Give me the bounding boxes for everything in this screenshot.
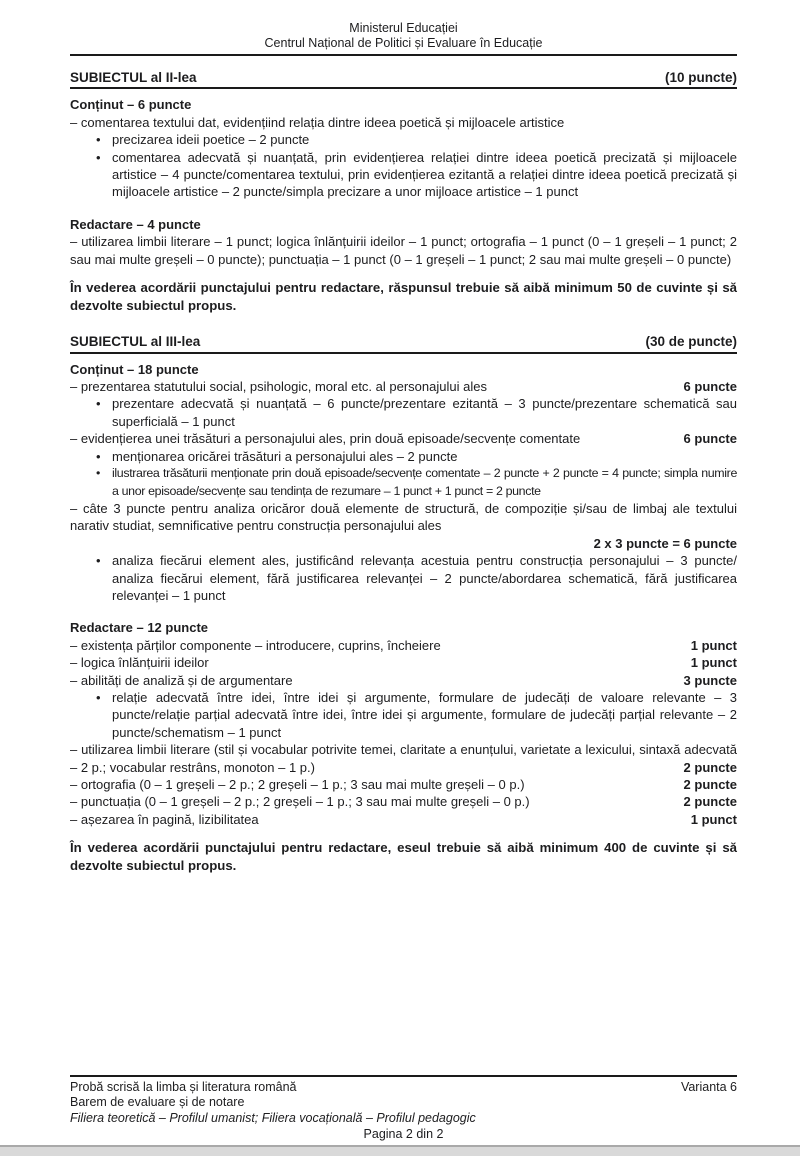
s3-redactare-row-1-text: – existența părților componente – introducere, cuprins, încheiere bbox=[70, 637, 441, 653]
s3-bullet-5: • relație adecvată între idei, între idei și argumente, formulare de judecăți de valoare relevante – 3 puncte/relație parțial adecvată între idei, între idei și argumente, formulare de judecăți parțial relevante – 2 puncte/schematism – 1 punct bbox=[70, 689, 737, 741]
footer-barem-label: Barem de evaluare și de notare bbox=[70, 1095, 245, 1110]
s3-redactare-row-7-text: – așezarea în pagină, lizibilitatea bbox=[70, 811, 259, 827]
s3-redactare-row-5 bbox=[70, 776, 737, 793]
s3-bullet-3: • ilustrarea trăsăturii menționate prin două episoade/secvențe comentate – 2 puncte + 2 puncte = 4 puncte; simpla numire a unor episoade/secvențe sau tendința de rezumare – 1 punct + 1 punct = 2 puncte bbox=[70, 465, 737, 500]
document-header bbox=[70, 0, 737, 51]
s2-dash-item: – comentarea textului dat, evidențiind relația dintre ideea poetică și mijloacele artistice bbox=[70, 114, 565, 130]
s2-bullet-1: • precizarea ideii poetice – 2 puncte bbox=[70, 131, 737, 148]
s2-bullet-2: • comentarea adecvată și nuanțată, prin evidențierea relației dintre ideea poetică precizată și mijloacele artistice – 4 puncte/comentarea textului, prin evidențierea ezitantă a relației dintre ideea poetică precizată și mijloacele artistice – 2 puncte/simpla precizare a unor mijloace artistice – 1 punct bbox=[70, 149, 737, 201]
s3-redactare-row-3-text: – abilități de analiză și de argumentare bbox=[70, 672, 293, 688]
s3-content-heading: Conținut – 18 puncte bbox=[70, 361, 199, 377]
s2-content-heading: Conținut – 6 puncte bbox=[70, 97, 192, 113]
s3-redactare-row-2 bbox=[70, 654, 737, 671]
s3-redactare-row-5-points: 2 puncte bbox=[683, 777, 737, 792]
s2-redactare-heading: Redactare – 4 puncte bbox=[70, 216, 201, 232]
subject-3-title-points: (30 de puncte) bbox=[645, 334, 737, 350]
s3-item-3-points: 2 x 3 puncte = 6 puncte bbox=[593, 535, 737, 551]
header-divider bbox=[70, 54, 737, 56]
s3-redactare-row-6 bbox=[70, 793, 737, 810]
s3-item-2-text: – evidențierea unei trăsături a personajului ales, prin două episoade/secvențe comentate bbox=[70, 431, 581, 447]
subject-3-title-text: SUBIECTUL al III-lea bbox=[70, 334, 201, 350]
s3-redactare-row-2-points: 1 punct bbox=[690, 655, 737, 671]
s3-redactare-row-3-points: 3 puncte bbox=[683, 672, 737, 688]
s2-redactare-paragraph: – utilizarea limbii literare – 1 punct; logica înlănțuirii ideilor – 1 punct; ortografia – 1 punct (0 – 1 greșeli – 1 punct; 2 sau mai multe greșeli – 0 puncte); punctuația – 1 punct (0 – 1 greșeli – 1 punct; 2 sau mai multe greșeli – 0 puncte) bbox=[70, 234, 737, 267]
s3-item-1 bbox=[70, 378, 737, 395]
s3-bullet-4: • analiza fiecărui element ales, justificând relevanța acestuia pentru construcția personajului – 3 puncte/ analiza fiecărui element, fără justificarea relevanței – 2 puncte/abordarea schematică, fără justificarea relevanței – 1 punct bbox=[70, 552, 737, 604]
s3-redactare-row-7 bbox=[70, 811, 737, 828]
s2-minimum-words-note: În vederea acordării punctajului pentru redactare, răspunsul trebuie să aibă minimum 50 de cuvinte și să dezvolte subiectul propus. bbox=[70, 280, 737, 313]
s3-minimum-words-note: În vederea acordării punctajului pentru redactare, eseul trebuie să aibă minimum 400 de cuvinte și să dezvolte subiectul propus. bbox=[70, 840, 737, 873]
ministry-name: Ministerul Educației bbox=[349, 21, 458, 35]
s3-redactare-row-3 bbox=[70, 672, 737, 689]
subject-2-title-points: (10 puncte) bbox=[664, 70, 737, 85]
footer-exam-name: Probă scrisă la limba și literatura română bbox=[70, 1079, 297, 1094]
s3-item-1-text: – prezentarea statutului social, psihologic, moral etc. al personajului ales bbox=[70, 379, 487, 395]
s3-redactare-row-4-points: 2 puncte bbox=[678, 759, 737, 776]
footer-divider bbox=[70, 1075, 737, 1077]
s3-redactare-row-6-text: – punctuația (0 – 1 greșeli – 2 p.; 2 greșeli – 1 p.; 3 sau mai multe greșeli – 0 p.) bbox=[70, 794, 530, 810]
s3-item-1-points: 6 puncte bbox=[683, 379, 737, 395]
page-bottom-edge bbox=[0, 1145, 800, 1156]
document-content bbox=[70, 0, 737, 874]
s3-item-2-points: 6 puncte bbox=[683, 431, 737, 447]
s3-bullet-1: • prezentare adecvată și nuanțată – 6 puncte/prezentare ezitantă – 3 puncte/prezentare schematică sau superficială – 1 punct bbox=[70, 395, 737, 430]
footer-variant: Varianta 6 bbox=[680, 1079, 737, 1094]
s3-redactare-row-1-points: 1 punct bbox=[690, 637, 737, 653]
footer-page-number: Pagina 2 din 2 bbox=[363, 1127, 444, 1142]
document-footer bbox=[70, 1075, 737, 1143]
footer-row-1 bbox=[70, 1080, 737, 1096]
s3-redactare-row-6-points: 2 puncte bbox=[683, 794, 737, 810]
s3-redactare-heading: Redactare – 12 puncte bbox=[70, 620, 209, 636]
s3-item-2 bbox=[70, 430, 737, 447]
s3-redactare-row-4 bbox=[70, 741, 737, 776]
section-subject-2-title bbox=[70, 69, 737, 89]
s3-redactare-row-2-text: – logica înlănțuirii ideilor bbox=[70, 655, 209, 671]
s3-bullet-2: • menționarea oricărei trăsături a personajului ales – 2 puncte bbox=[70, 448, 737, 465]
subject-2-title-text: SUBIECTUL al II-lea bbox=[70, 70, 197, 85]
s3-redactare-row-4-text: – utilizarea limbii literare (stil și vocabular potrivite temei, claritate a enunțului, varietate a lexicului, sintaxă adecvată – 2 p.; vocabular restrâns, monoton – 1 p.) bbox=[70, 742, 737, 775]
s3-redactare-row-5-text: – ortografia (0 – 1 greșeli – 2 p.; 2 greșeli – 1 p.; 3 sau mai multe greșeli – 0 p.) bbox=[70, 777, 525, 792]
footer-filiera-line: Filiera teoretică – Profilul umanist; Filiera vocațională – Profilul pedagogic bbox=[70, 1110, 476, 1125]
center-name: Centrul Național de Politici și Evaluare în Educație bbox=[264, 36, 543, 50]
section-subject-3-title bbox=[70, 333, 737, 353]
s3-item-3: – câte 3 puncte pentru analiza oricăror două elemente de structură, de compoziție și/sau de limbaj ale textului narativ studiat, semnificative pentru construcția personajului ales bbox=[70, 500, 737, 534]
s3-redactare-row-7-points: 1 punct bbox=[690, 811, 737, 827]
s3-redactare-row-1 bbox=[70, 637, 737, 654]
